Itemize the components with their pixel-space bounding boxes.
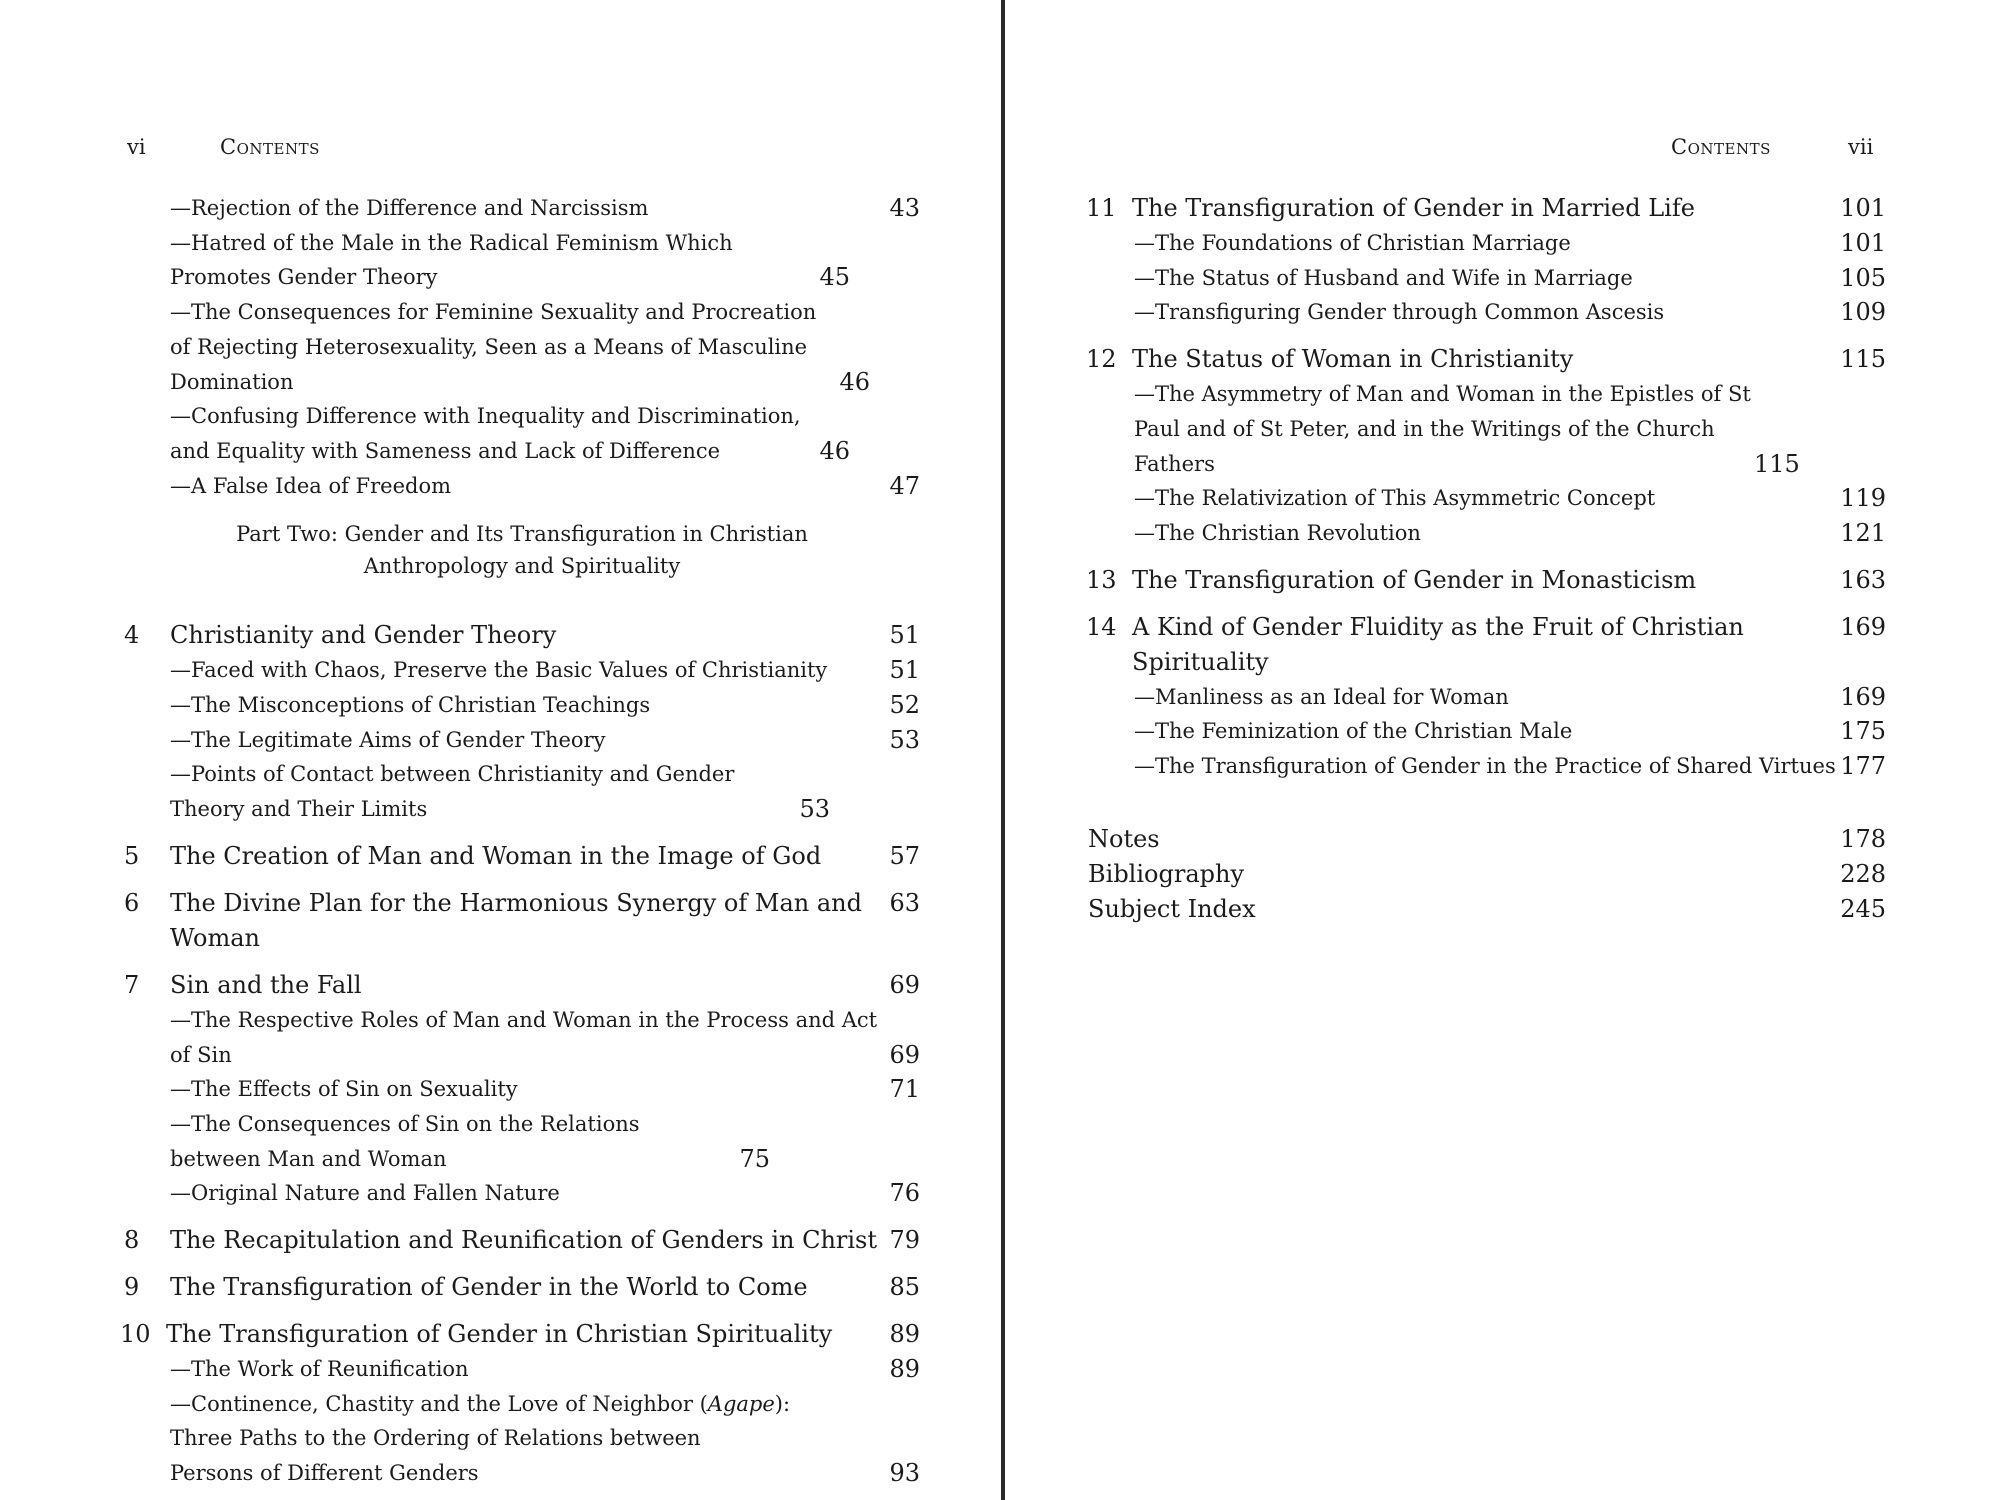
part-heading-line: Anthropology and Spirituality — [363, 554, 681, 579]
chapter-title: The Divine Plan for the Harmonious Synergy of Man and Woman — [170, 888, 862, 952]
chapter-number: 7 — [124, 970, 140, 999]
toc-entry-section[interactable] — [1088, 295, 1886, 330]
section-title: —The Christian Revolution — [1134, 520, 1421, 545]
toc-entry-chapter[interactable] — [1088, 191, 1886, 226]
section-title-part: —Continence, Chastity and the Love of Neighbor ( — [170, 1391, 708, 1416]
chapter-title: A Kind of Gender Fluidity as the Fruit of Christian Spirituality — [1132, 612, 1744, 676]
toc-entry-bibliography[interactable] — [1088, 857, 1886, 892]
toc-entry-section[interactable] — [124, 1072, 920, 1107]
toc-entry-chapter[interactable] — [124, 839, 920, 874]
chapter-number: 12 — [1086, 345, 1117, 374]
toc-entry-section[interactable] — [124, 226, 920, 295]
page-number: 169 — [1840, 682, 1886, 711]
page-number: 89 — [889, 1320, 920, 1349]
page-number: 51 — [889, 656, 920, 685]
section-title: —Rejection of the Difference and Narcissism — [170, 196, 649, 220]
toc-entry-section[interactable] — [124, 1176, 920, 1211]
page-number: 93 — [889, 1459, 920, 1488]
toc-entry-chapter[interactable] — [124, 1223, 920, 1258]
page-number: 52 — [889, 691, 920, 720]
section-title: —The Consequences for Feminine Sexuality and Procreation of Rejecting Heterosexuality, Seen as a Means of Masculine Domination — [170, 300, 817, 394]
backmatter-title: Bibliography — [1088, 859, 1244, 888]
section-title-part: ): — [774, 1391, 791, 1416]
chapter-title: Christianity and Gender Theory — [170, 621, 557, 650]
page-number: 245 — [1840, 894, 1886, 923]
toc-entry-section[interactable] — [1088, 516, 1886, 551]
toc-entry-section[interactable] — [124, 1387, 920, 1491]
section-title: —Faced with Chaos, Preserve the Basic Values of Christianity — [170, 658, 828, 683]
toc-entry-subject-index[interactable] — [1088, 892, 1886, 927]
toc-entry-section[interactable] — [124, 653, 920, 688]
section-title: —Manliness as an Ideal for Woman — [1134, 684, 1509, 709]
chapter-title: The Recapitulation and Reunification of Genders in Christ — [170, 1226, 878, 1255]
section-title-italic: Agape — [707, 1391, 775, 1416]
page-number: 109 — [1840, 298, 1886, 327]
chapter-number: 11 — [1086, 194, 1117, 222]
page-number: 46 — [839, 367, 870, 396]
toc-entry-section[interactable] — [124, 723, 920, 758]
toc-entry-chapter[interactable] — [1088, 342, 1886, 377]
page-number: 43 — [889, 194, 920, 222]
toc-chapter-9 — [124, 1270, 920, 1305]
chapter-number: 6 — [124, 888, 140, 917]
chapter-title: The Creation of Man and Woman in the Image of God — [170, 841, 822, 870]
chapter-number: 4 — [124, 621, 140, 650]
section-title: —The Feminization of the Christian Male — [1134, 719, 1573, 744]
toc-entry-chapter[interactable] — [120, 1317, 920, 1352]
section-title: —The Asymmetry of Man and Woman in the Epistles of St Paul and of St Peter, and in the Writings of the Church Fathers — [1134, 382, 1751, 476]
chapter-title: Sin and the Fall — [170, 970, 362, 999]
chapter-title: The Transfiguration of Gender in Christian Spirituality — [166, 1320, 833, 1349]
chapter-number: 13 — [1086, 565, 1117, 594]
part-heading-line: Part Two: Gender and Its Transfiguration in Christian — [236, 522, 808, 547]
page-number: 101 — [1840, 194, 1886, 222]
page-number: 69 — [889, 970, 920, 999]
page-number: 85 — [889, 1273, 920, 1302]
toc-entry-section[interactable] — [124, 1003, 920, 1072]
section-title: —Confusing Difference with Inequality and Discrimination, and Equality with Sameness and Lack of Difference — [170, 404, 801, 463]
page-number: 63 — [889, 888, 920, 917]
toc-entry-section[interactable] — [124, 399, 920, 468]
part-heading — [124, 518, 920, 582]
chapter-title: The Transfiguration of Gender in the World to Come — [170, 1273, 808, 1302]
toc-entry-section[interactable] — [124, 295, 920, 399]
toc-entry-section[interactable] — [1088, 680, 1886, 715]
page-number: 169 — [1840, 612, 1886, 641]
page-number: 175 — [1840, 717, 1886, 746]
page-number: 115 — [1754, 449, 1800, 478]
page-number: 89 — [889, 1355, 920, 1384]
toc-entry-section[interactable] — [1088, 377, 1886, 481]
page-number: 76 — [889, 1179, 920, 1208]
toc-chapter-11 — [1088, 191, 1886, 330]
section-title: —The Effects of Sin on Sexuality — [170, 1077, 518, 1102]
toc-entry-chapter[interactable] — [124, 618, 920, 653]
page-gutter — [1001, 0, 1005, 1500]
toc-entry-section[interactable] — [124, 757, 920, 826]
page-number: 105 — [1840, 263, 1886, 292]
section-title: —A False Idea of Freedom — [170, 473, 452, 498]
toc-entry-chapter[interactable] — [124, 1270, 920, 1305]
toc-entry-section[interactable] — [1088, 749, 1886, 784]
page-number: 163 — [1840, 565, 1886, 594]
page-number: 115 — [1840, 345, 1886, 374]
toc-entry-section[interactable] — [124, 1352, 920, 1387]
toc-chapter-4 — [124, 618, 920, 827]
page-number: 75 — [739, 1144, 770, 1173]
toc-entry-chapter[interactable] — [124, 968, 920, 1003]
toc-chapter-13 — [1088, 563, 1886, 598]
toc-entry-chapter[interactable] — [1088, 610, 1886, 680]
toc-backmatter — [1088, 822, 1886, 927]
section-title: —The Foundations of Christian Marriage — [1134, 231, 1571, 255]
backmatter-title: Subject Index — [1088, 894, 1256, 923]
section-title: —The Legitimate Aims of Gender Theory — [170, 727, 606, 752]
toc-chapter-8 — [124, 1223, 920, 1258]
toc-chapter-10 — [120, 1317, 920, 1491]
section-title: —Transfiguring Gender through Common Ascesis — [1134, 300, 1665, 325]
continued-sections — [124, 191, 920, 503]
page-number: 51 — [889, 621, 920, 650]
page-number: 101 — [1840, 229, 1886, 257]
section-title: —The Respective Roles of Man and Woman in the Process and Act of Sin — [170, 1007, 878, 1067]
section-title: —The Consequences of Sin on the Relations between Man and Woman — [170, 1111, 640, 1171]
toc-entry-section[interactable] — [1088, 261, 1886, 296]
toc-chapter-6 — [124, 886, 920, 956]
section-title-part: Persons of Different Genders — [170, 1461, 479, 1486]
section-title: —The Transfiguration of Gender in the Practice of Shared Virtues — [1134, 754, 1836, 779]
page-number: 46 — [819, 436, 850, 465]
toc-chapter-14 — [1088, 610, 1886, 784]
toc-entry-chapter[interactable] — [1088, 563, 1886, 598]
page-number: 79 — [889, 1226, 920, 1255]
chapter-number: 5 — [124, 841, 140, 870]
toc-right — [1088, 191, 1886, 927]
running-head-right: Contents — [1671, 135, 1771, 159]
chapter-number: 9 — [124, 1273, 140, 1302]
page-number: 71 — [889, 1075, 920, 1104]
page-number: 178 — [1840, 824, 1886, 853]
toc-left — [120, 191, 920, 1491]
chapter-title: The Transfiguration of Gender in Monasticism — [1132, 565, 1697, 594]
page-number: 45 — [819, 263, 850, 292]
toc-entry-section[interactable] — [124, 191, 920, 226]
page-number: 53 — [889, 725, 920, 754]
page-number: 119 — [1840, 484, 1886, 513]
chapter-title: The Transfiguration of Gender in Married Life — [1132, 194, 1695, 222]
toc-entry-section[interactable] — [124, 469, 920, 504]
page-number: 177 — [1840, 752, 1886, 781]
toc-chapter-5 — [124, 839, 920, 874]
chapter-number: 8 — [124, 1226, 140, 1255]
toc-entry-section[interactable] — [124, 688, 920, 723]
running-head-left: Contents — [220, 135, 320, 159]
folio-left: vi — [127, 135, 146, 159]
toc-entry-notes[interactable] — [1088, 822, 1886, 857]
page-number: 47 — [889, 471, 920, 500]
toc-entry-chapter[interactable] — [124, 886, 920, 956]
section-title — [170, 1387, 880, 1491]
section-title: —The Work of Reunification — [170, 1357, 469, 1382]
section-title: —Original Nature and Fallen Nature — [170, 1181, 560, 1206]
folio-right: vii — [1848, 135, 1874, 159]
toc-chapter-7 — [124, 968, 920, 1211]
section-title: —Hatred of the Male in the Radical Feminism Which Promotes Gender Theory — [170, 230, 733, 290]
chapter-number: 14 — [1086, 612, 1117, 641]
chapter-number: 10 — [120, 1320, 151, 1349]
page-number: 53 — [799, 795, 830, 824]
toc-entry-section[interactable] — [1088, 714, 1886, 749]
section-title: —The Relativization of This Asymmetric Concept — [1134, 486, 1656, 511]
toc-entry-section[interactable] — [1088, 226, 1886, 261]
toc-entry-section[interactable] — [1088, 481, 1886, 516]
section-title-part: Three Paths to the Ordering of Relations between — [170, 1426, 701, 1451]
page-number: 57 — [889, 841, 920, 870]
page-number: 121 — [1840, 518, 1886, 547]
chapter-title: The Status of Woman in Christianity — [1132, 345, 1574, 374]
section-title: —The Status of Husband and Wife in Marriage — [1134, 265, 1633, 290]
page-number: 69 — [889, 1040, 920, 1069]
page-number: 228 — [1840, 859, 1886, 888]
section-title: —Points of Contact between Christianity and Gender Theory and Their Limits — [170, 762, 735, 822]
section-title: —The Misconceptions of Christian Teachings — [170, 693, 651, 718]
backmatter-title: Notes — [1088, 824, 1160, 853]
toc-entry-section[interactable] — [124, 1107, 920, 1176]
toc-chapter-12 — [1088, 342, 1886, 551]
